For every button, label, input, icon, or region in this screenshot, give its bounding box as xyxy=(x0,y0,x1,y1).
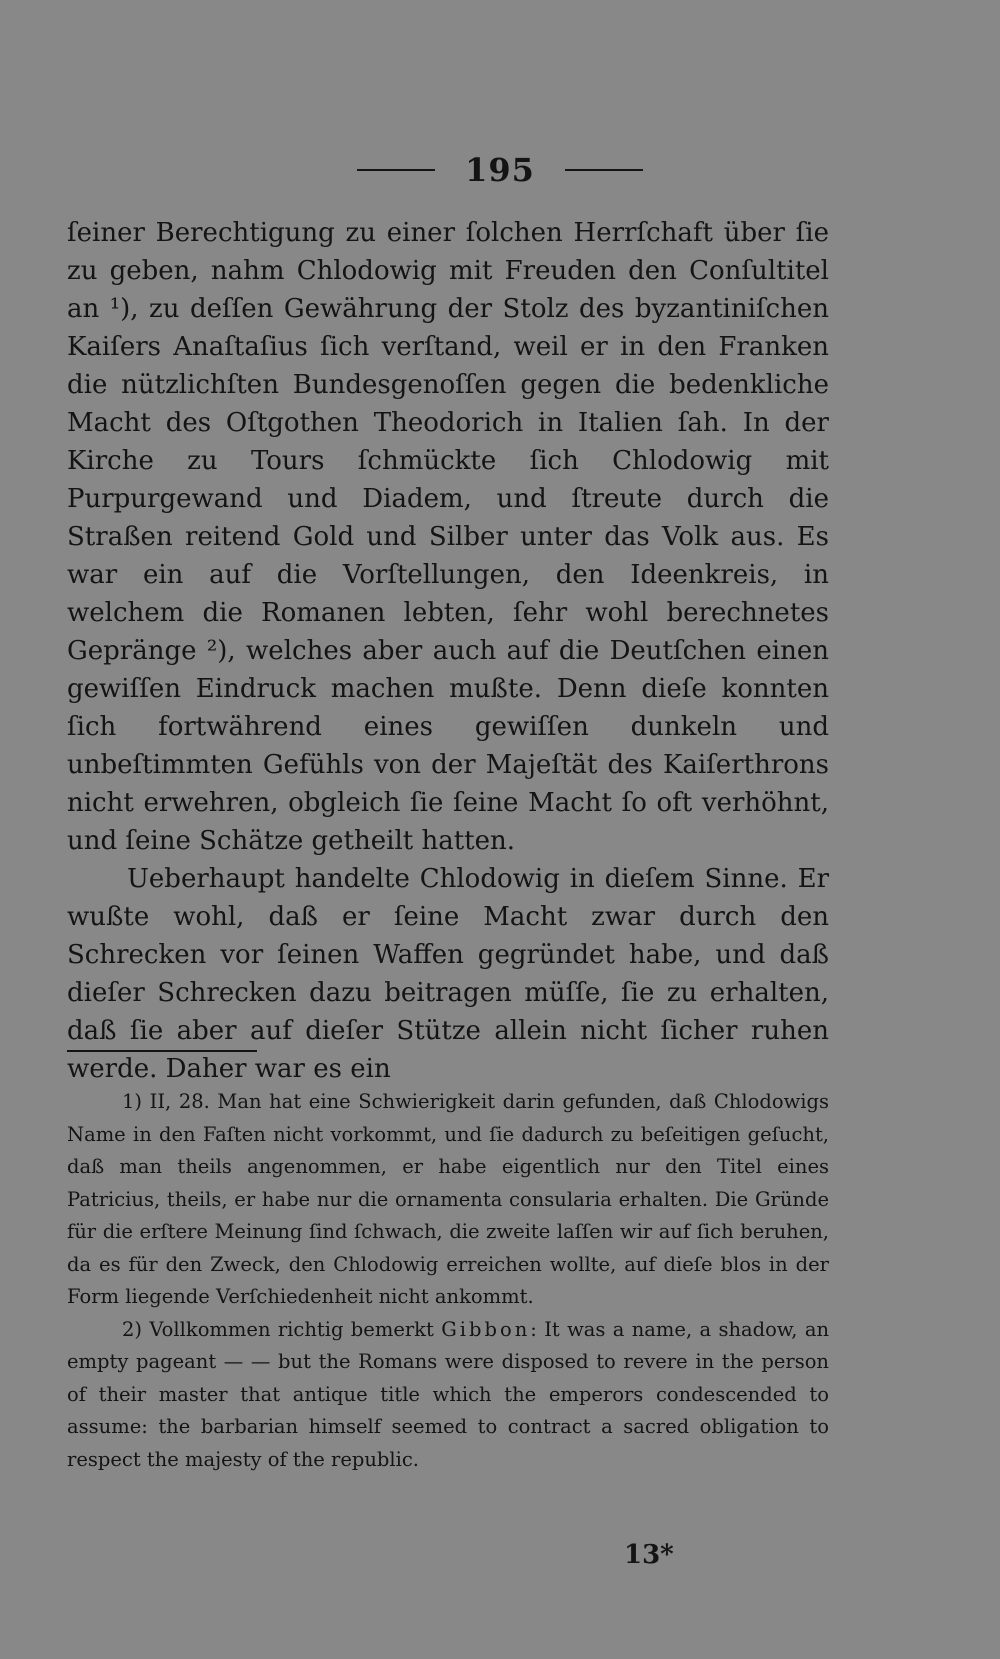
footnote-2-marker: 2) xyxy=(122,1317,143,1341)
page-header xyxy=(0,150,1000,190)
page-number: 195 xyxy=(465,151,535,189)
footnote-2-quote: : It was a name, a shadow, an empty pageant — — but the Romans were disposed to revere in the person of their master that antique title which the emperors condescended to assume: the barbarian himself seemed to contract a sacred obligation to respect the majesty of the republic. xyxy=(67,1317,829,1471)
footnote-1-text: II, 28. Man hat eine Schwierigkeit darin gefunden, daß Chlodowigs Name in den Faſten nicht vorkommt, und ſie dadurch zu beſeitigen geſucht, daß man theils angenommen, er habe eigentlich nur den Titel eines Patricius, theils, er habe nur die ornamenta consularia erhalten. Die Gründe für die erſtere Meinung ſind ſchwach, die zweite laſſen wir auf ſich beruhen, da es für den Zweck, den Chlodowig erreichen wollte, auf dieſe blos in der Form liegende Verſchiedenheit nicht ankommt. xyxy=(67,1090,830,1308)
paragraph-1: ſeiner Berechtigung zu einer ſolchen Herrſchaft über ſie zu geben, nahm Chlodowig mit Freuden den Conſultitel an ¹), zu deſſen Gewährung der Stolz des byzantiniſchen Kaiſers Anaſtaſius ſich verſtand, weil er in den Franken die nützlichſten Bundesgenoſſen gegen die bedenkliche Macht des Oſtgothen Theodorich in Italien ſah. In der Kirche zu Tours ſchmückte ſich Chlodowig mit Purpurgewand und Diadem, und ſtreute durch die Straßen reitend Gold und Silber unter das Volk aus. Es war ein auf die Vorſtellungen, den Ideenkreis, in welchem die Romanen lebten, ſehr wohl berechnetes Gepränge ²), welches aber auch auf die Deutſchen einen gewiſſen Eindruck machen mußte. Denn dieſe konnten ſich fortwährend eines gewiſſen dunkeln und unbeſtimmten Gefühls von der Majeſtät des Kaiſerthrons nicht erwehren, obgleich ſie ſeine Macht ſo oft verhöhnt, und ſeine Schätze getheilt hatten. xyxy=(67,218,829,856)
paragraph-2: Ueberhaupt handelte Chlodowig in dieſem Sinne. Er wußte wohl, daß er ſeine Macht zwar durch den Schrecken vor ſeinen Waffen gegründet habe, und daß dieſer Schrecken dazu beitragen müſſe, ſie zu erhalten, daß ſie aber auf dieſer Stütze allein nicht ſicher ruhen werde. Daher war es ein xyxy=(67,864,829,1084)
main-text xyxy=(67,214,829,1088)
footnote-1 xyxy=(67,1086,829,1314)
footnote-2-intro: Vollkommen richtig bemerkt xyxy=(149,1317,434,1341)
footnote-separator xyxy=(67,1050,257,1052)
footnote-2 xyxy=(67,1314,829,1477)
header-rule-right xyxy=(565,169,643,171)
footnotes xyxy=(67,1086,829,1476)
header-rule-left xyxy=(357,169,435,171)
printer-signature-mark: 13* xyxy=(624,1540,674,1570)
footnote-2-author: Gibbon xyxy=(441,1317,531,1341)
footnote-1-marker: 1) xyxy=(122,1090,143,1113)
